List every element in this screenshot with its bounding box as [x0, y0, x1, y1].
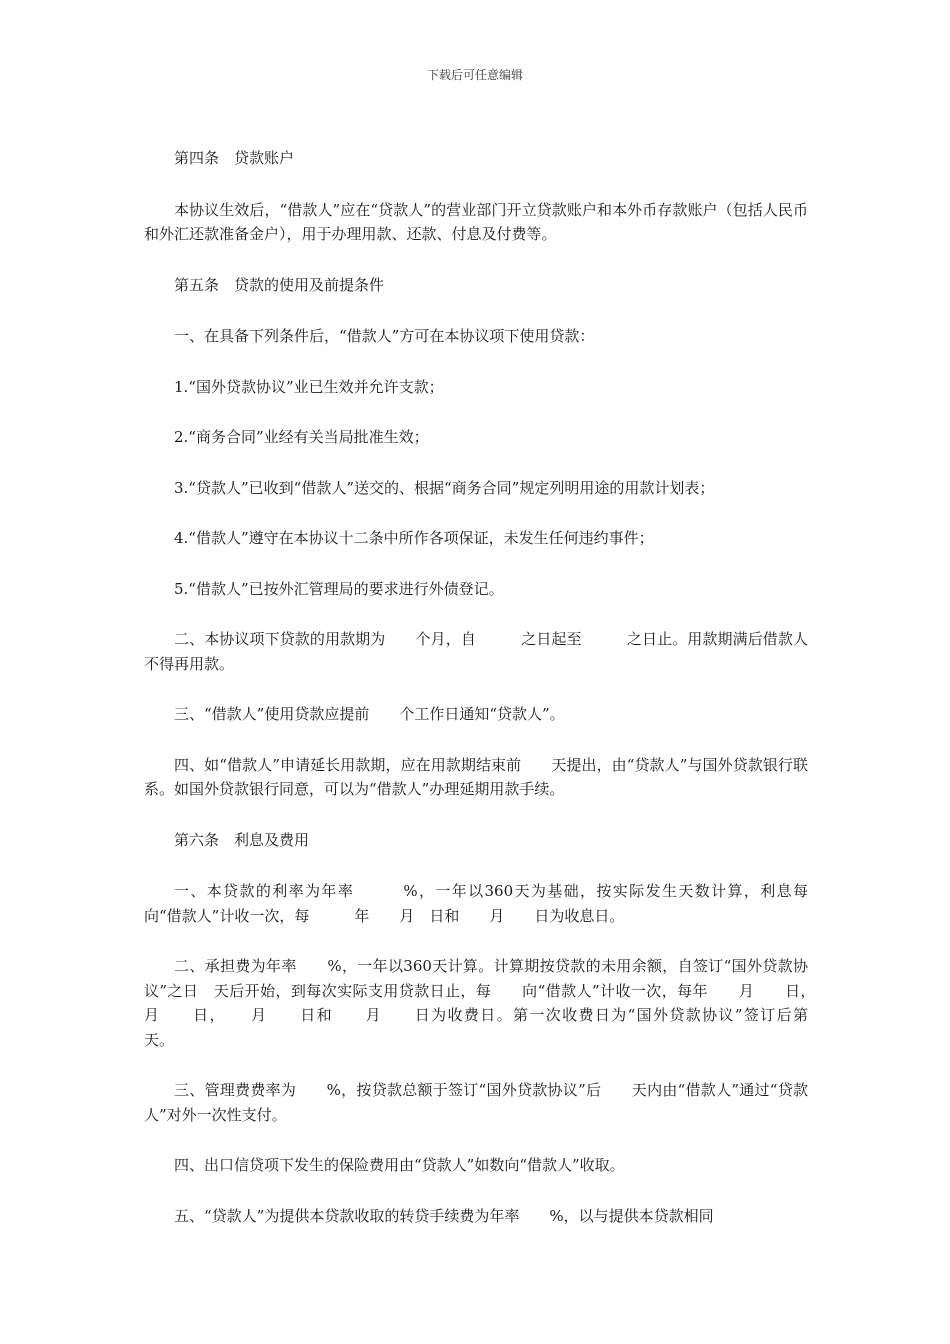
paragraph: 四、出口信贷项下发生的保险费用由“贷款人”如数向“借款人”收取。: [174, 1156, 625, 1174]
page-header: 下载后可任意编辑: [426, 68, 523, 82]
paragraph: 一、本贷款的利率为年率 %，一年以360天为基础，按实际发生天数计算，利息每 向“借款人”计收一次，每 年 月 日和 月 日为收息日。: [144, 882, 854, 925]
paragraph: 三、管理费费率为 %，按贷款总额于签订“国外贷款协议”后 天内由“借款人”通过“贷款人”对外一次性支付。: [144, 1081, 808, 1124]
section-heading: 第四条 贷款账户: [174, 149, 295, 167]
paragraph: 五、“贷款人”为提供本贷款收取的转贷手续费为年率 %，以与提供本贷款相同: [174, 1206, 714, 1225]
paragraph: 3.“贷款人”已收到“借款人”送交的、根据“商务合同”规定列明用途的用款计划表；: [174, 478, 715, 497]
paragraph: 4.“借款人”遵守在本协议十二条中所作各项保证，未发生任何违约事件；: [174, 529, 654, 547]
paragraph: 三、“借款人”使用贷款应提前 个工作日通知“贷款人”。: [174, 705, 565, 723]
paragraph: 二、承担费为年率 %，一年以360天计算。计算期按贷款的未用余额，自签订“国外贷款协议”之日 天后开始，到每次实际支用贷款日止，每 向“借款人”计收一次，每年 月 日， 月 日， 月 日和 月 日为收费日。第一次收费日为“国外贷款协议”签订后第 天。: [144, 957, 839, 1049]
section-heading: 第五条 贷款的使用及前提条件: [174, 275, 385, 294]
paragraph: 二、本协议项下贷款的用款期为 个月，自 之日起至 之日止。用款期满后借款人不得再用款。: [144, 630, 808, 673]
paragraph: 四、如“借款人”申请延长用款期，应在用款期结束前 天提出，由“贷款人”与国外贷款银行联系。如国外贷款银行同意，可以为“借款人”办理延期用款手续。: [144, 755, 808, 798]
paragraph: 5.“借款人”已按外汇管理局的要求进行外债登记。: [174, 579, 504, 598]
paragraph: 本协议生效后，“借款人”应在“贷款人”的营业部门开立贷款账户和本外币存款账户（包括人民币和外汇还款准备金户），用于办理用款、还款、付息及付费等。: [144, 200, 808, 243]
paragraph: 2.“商务合同”业经有关当局批准生效；: [174, 428, 429, 446]
document-body: [144, 146, 854, 1254]
paragraph: 1.“国外贷款协议”业已生效并允许支款；: [174, 377, 444, 396]
paragraph: 一、在具备下列条件后，“借款人”方可在本协议项下使用贷款：: [174, 327, 595, 345]
section-heading: 第六条 利息及费用: [174, 830, 310, 849]
